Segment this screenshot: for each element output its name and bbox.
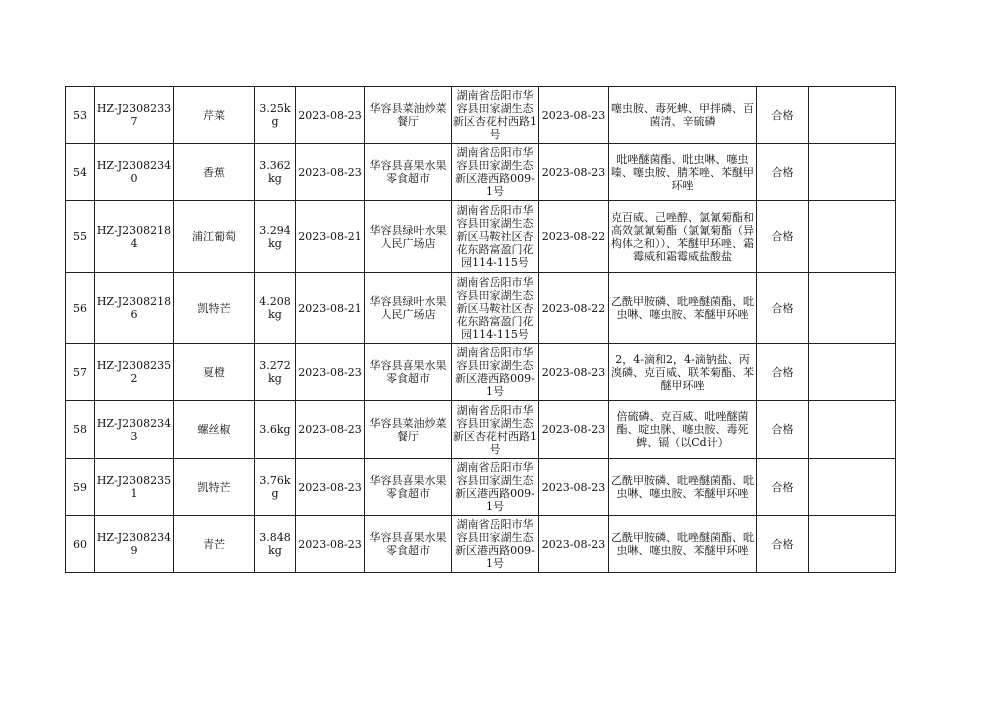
table-row bbox=[66, 87, 896, 144]
sample-code: HZ-J23082184 bbox=[95, 201, 174, 273]
remark bbox=[809, 516, 896, 573]
remark bbox=[809, 459, 896, 516]
sampling-date: 2023-08-23 bbox=[296, 144, 365, 201]
sampling-date: 2023-08-21 bbox=[296, 273, 365, 344]
sample-quantity: 3.362kg bbox=[255, 144, 296, 201]
test-date: 2023-08-22 bbox=[539, 201, 609, 273]
test-date: 2023-08-23 bbox=[539, 144, 609, 201]
sample-code: HZ-J23082349 bbox=[95, 516, 174, 573]
vendor-address: 湖南省岳阳市华容县田家湖生态新区港西路009-1号 bbox=[452, 516, 539, 573]
test-items: 吡唑醚菌酯、吡虫啉、噻虫嗪、噻虫胺、腈苯唑、苯醚甲环唑 bbox=[609, 144, 757, 201]
vendor-address: 湖南省岳阳市华容县田家湖生态新区杏花村西路1号 bbox=[452, 401, 539, 459]
vendor-name: 华容县喜果水果零食超市 bbox=[365, 459, 452, 516]
sample-name: 青芒 bbox=[174, 516, 255, 573]
test-result: 合格 bbox=[757, 459, 809, 516]
test-items: 克百威、己唑醇、氯氰菊酯和高效氯氰菊酯（氯氰菊酯（异构体之和））、苯醚甲环唑、霜霉威和霜霉威盐酸盐 bbox=[609, 201, 757, 273]
sample-name: 凯特芒 bbox=[174, 459, 255, 516]
test-date: 2023-08-23 bbox=[539, 401, 609, 459]
sample-name: 凯特芒 bbox=[174, 273, 255, 344]
sample-code: HZ-J23082337 bbox=[95, 87, 174, 144]
sample-code: HZ-J23082186 bbox=[95, 273, 174, 344]
vendor-name: 华容县喜果水果零食超市 bbox=[365, 516, 452, 573]
vendor-address: 湖南省岳阳市华容县田家湖生态新区港西路009-1号 bbox=[452, 459, 539, 516]
table-row bbox=[66, 459, 896, 516]
sample-quantity: 3.848kg bbox=[255, 516, 296, 573]
test-result: 合格 bbox=[757, 87, 809, 144]
test-items: 倍硫磷、克百威、吡唑醚菌酯、啶虫脒、噻虫胺、毒死蜱、镉（以Cd计） bbox=[609, 401, 757, 459]
table-row bbox=[66, 144, 896, 201]
sample-name: 香蕉 bbox=[174, 144, 255, 201]
remark bbox=[809, 273, 896, 344]
sample-quantity: 3.76kg bbox=[255, 459, 296, 516]
table-row bbox=[66, 344, 896, 401]
sample-name: 浦江葡萄 bbox=[174, 201, 255, 273]
row-number: 60 bbox=[66, 516, 95, 573]
sampling-date: 2023-08-23 bbox=[296, 459, 365, 516]
sample-quantity: 3.272kg bbox=[255, 344, 296, 401]
remark bbox=[809, 87, 896, 144]
sample-quantity: 3.294kg bbox=[255, 201, 296, 273]
sample-name: 夏橙 bbox=[174, 344, 255, 401]
test-result: 合格 bbox=[757, 401, 809, 459]
remark bbox=[809, 344, 896, 401]
test-items: 乙酰甲胺磷、吡唑醚菌酯、吡虫啉、噻虫胺、苯醚甲环唑 bbox=[609, 459, 757, 516]
table-row bbox=[66, 516, 896, 573]
table-row bbox=[66, 401, 896, 459]
test-result: 合格 bbox=[757, 516, 809, 573]
sample-code: HZ-J23082351 bbox=[95, 459, 174, 516]
vendor-name: 华容县绿叶水果人民广场店 bbox=[365, 201, 452, 273]
sample-quantity: 3.6kg bbox=[255, 401, 296, 459]
row-number: 58 bbox=[66, 401, 95, 459]
table-row bbox=[66, 201, 896, 273]
row-number: 56 bbox=[66, 273, 95, 344]
row-number: 55 bbox=[66, 201, 95, 273]
test-items: 乙酰甲胺磷、吡唑醚菌酯、吡虫啉、噻虫胺、苯醚甲环唑 bbox=[609, 273, 757, 344]
sampling-date: 2023-08-23 bbox=[296, 401, 365, 459]
sample-code: HZ-J23082343 bbox=[95, 401, 174, 459]
test-date: 2023-08-23 bbox=[539, 459, 609, 516]
vendor-address: 湖南省岳阳市华容县田家湖生态新区马鞍社区杏花东路富盈门花园114-115号 bbox=[452, 201, 539, 273]
sample-code: HZ-J23082340 bbox=[95, 144, 174, 201]
sampling-date: 2023-08-23 bbox=[296, 87, 365, 144]
sampling-date: 2023-08-23 bbox=[296, 516, 365, 573]
sample-quantity: 3.25kg bbox=[255, 87, 296, 144]
test-date: 2023-08-23 bbox=[539, 344, 609, 401]
test-result: 合格 bbox=[757, 144, 809, 201]
vendor-name: 华容县菜油炒菜餐厅 bbox=[365, 87, 452, 144]
vendor-address: 湖南省岳阳市华容县田家湖生态新区港西路009-1号 bbox=[452, 344, 539, 401]
sample-code: HZ-J23082352 bbox=[95, 344, 174, 401]
row-number: 54 bbox=[66, 144, 95, 201]
test-result: 合格 bbox=[757, 201, 809, 273]
test-items: 2，4-滴和2，4-滴钠盐、丙溴磷、克百威、联苯菊酯、苯醚甲环唑 bbox=[609, 344, 757, 401]
remark bbox=[809, 401, 896, 459]
vendor-name: 华容县菜油炒菜餐厅 bbox=[365, 401, 452, 459]
row-number: 53 bbox=[66, 87, 95, 144]
sample-name: 芹菜 bbox=[174, 87, 255, 144]
remark bbox=[809, 144, 896, 201]
test-date: 2023-08-23 bbox=[539, 516, 609, 573]
vendor-name: 华容县绿叶水果人民广场店 bbox=[365, 273, 452, 344]
test-result: 合格 bbox=[757, 273, 809, 344]
row-number: 59 bbox=[66, 459, 95, 516]
table-row bbox=[66, 273, 896, 344]
sample-quantity: 4.208kg bbox=[255, 273, 296, 344]
test-date: 2023-08-22 bbox=[539, 273, 609, 344]
sample-name: 螺丝椒 bbox=[174, 401, 255, 459]
vendor-address: 湖南省岳阳市华容县田家湖生态新区港西路009-1号 bbox=[452, 144, 539, 201]
vendor-name: 华容县喜果水果零食超市 bbox=[365, 344, 452, 401]
vendor-name: 华容县喜果水果零食超市 bbox=[365, 144, 452, 201]
sampling-date: 2023-08-23 bbox=[296, 344, 365, 401]
test-items: 乙酰甲胺磷、吡唑醚菌酯、吡虫啉、噻虫胺、苯醚甲环唑 bbox=[609, 516, 757, 573]
vendor-address: 湖南省岳阳市华容县田家湖生态新区马鞍社区杏花东路富盈门花园114-115号 bbox=[452, 273, 539, 344]
row-number: 57 bbox=[66, 344, 95, 401]
test-result: 合格 bbox=[757, 344, 809, 401]
remark bbox=[809, 201, 896, 273]
vendor-address: 湖南省岳阳市华容县田家湖生态新区杏花村西路1号 bbox=[452, 87, 539, 144]
test-items: 噻虫胺、毒死蜱、甲拌磷、百菌清、辛硫磷 bbox=[609, 87, 757, 144]
sampling-date: 2023-08-21 bbox=[296, 201, 365, 273]
inspection-results-table bbox=[65, 86, 896, 573]
test-date: 2023-08-23 bbox=[539, 87, 609, 144]
